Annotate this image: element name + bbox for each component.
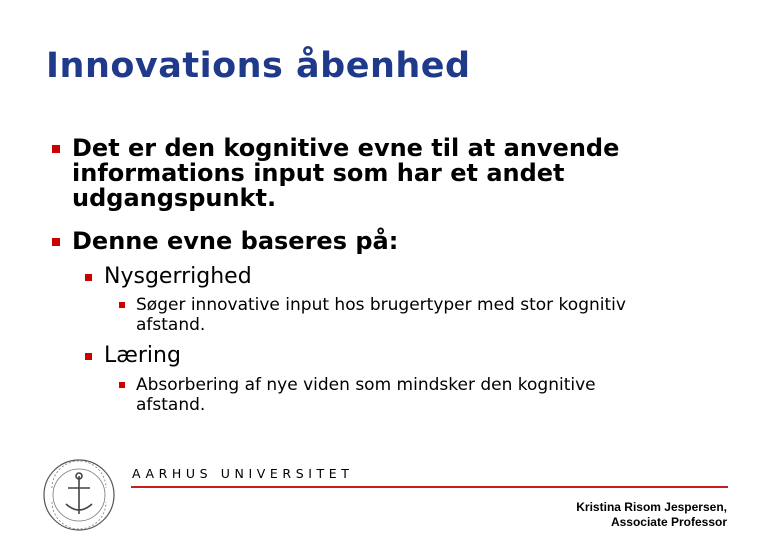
bullet-level2	[104, 344, 181, 368]
university-name: AARHUS UNIVERSITET	[132, 466, 354, 481]
author-name: Kristina Risom Jespersen,	[576, 500, 727, 514]
bullet-mark	[119, 382, 125, 388]
bullet-line: afstand.	[136, 395, 206, 415]
bullet-mark	[52, 238, 60, 246]
bullet-level1	[72, 229, 732, 254]
bullet-line: Søger innovative input hos brugertyper med stor kognitiv	[136, 295, 626, 315]
bullet-level3	[136, 375, 736, 415]
bullet-line: informations input som har et andet	[72, 159, 565, 187]
university-seal-icon	[42, 458, 116, 532]
bullet-level1	[72, 136, 732, 211]
slide-title: Innovations åbenhed	[46, 46, 471, 86]
bullet-line: udgangspunkt.	[72, 184, 277, 212]
bullet-line: Læring	[104, 343, 181, 368]
bullet-line: afstand.	[136, 315, 206, 335]
bullet-level3	[136, 295, 736, 335]
author-block	[576, 500, 727, 530]
bullet-mark	[52, 145, 60, 153]
bullet-mark	[85, 353, 92, 360]
bullet-level2	[104, 265, 252, 289]
bullet-mark	[119, 302, 125, 308]
bullet-line: Denne evne baseres på:	[72, 227, 399, 255]
author-title: Associate Professor	[610, 515, 727, 529]
footer-divider	[131, 486, 728, 488]
bullet-line: Nysgerrighed	[104, 264, 252, 289]
bullet-line: Det er den kognitive evne til at anvende	[72, 134, 620, 162]
bullet-mark	[85, 274, 92, 281]
bullet-line: Absorbering af nye viden som mindsker den kognitive	[136, 375, 596, 395]
